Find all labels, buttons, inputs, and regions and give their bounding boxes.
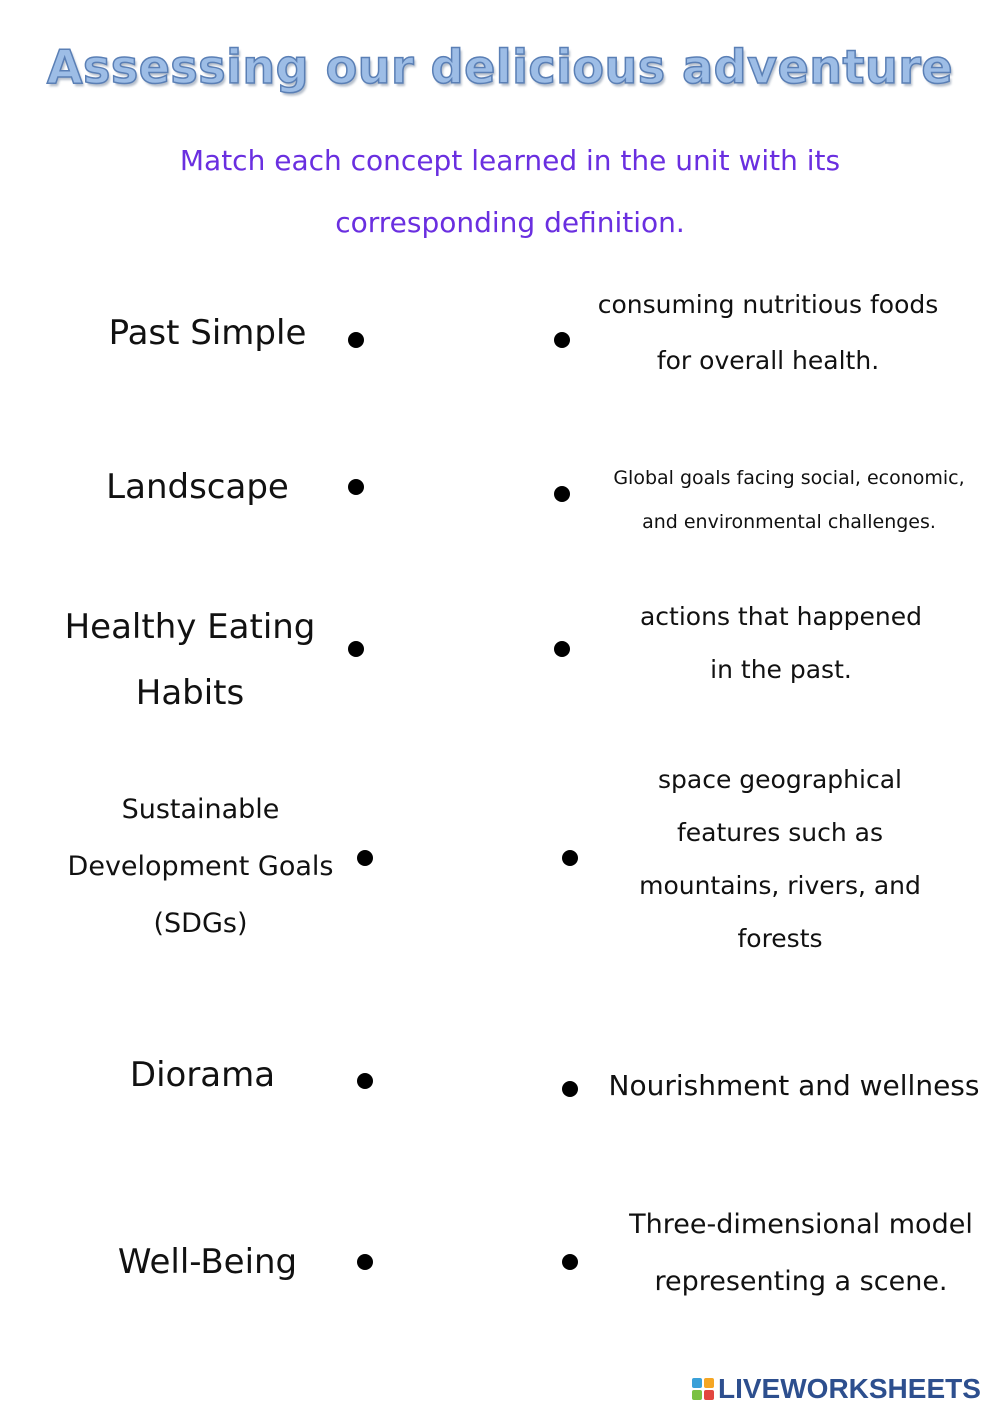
definition-line: Three-dimensional model — [629, 1209, 973, 1240]
definition-line: for overall health. — [656, 346, 880, 375]
left-match-dot[interactable] — [357, 850, 373, 866]
term-line: Well-Being — [117, 1242, 298, 1282]
definition-nutritious-foods — [578, 277, 958, 389]
instruction-text — [140, 130, 880, 254]
instruction-line-2: corresponding definition. — [335, 206, 685, 239]
liveworksheets-logo — [692, 1374, 981, 1404]
right-match-dot[interactable] — [554, 641, 570, 657]
term-well-being — [100, 1237, 315, 1287]
right-match-dot[interactable] — [562, 1254, 578, 1270]
definition-line: Nourishment and wellness — [608, 1069, 980, 1102]
term-sdgs — [58, 781, 343, 952]
term-healthy-eating-habits — [60, 594, 320, 726]
logo-square — [704, 1378, 714, 1388]
logo-square — [704, 1390, 714, 1400]
logo-text: LIVEWORKSHEETS — [718, 1373, 981, 1404]
definition-line: forests — [737, 924, 823, 953]
left-match-dot[interactable] — [348, 641, 364, 657]
definition-line: mountains, rivers, and — [639, 871, 921, 900]
definition-past-actions — [600, 590, 962, 696]
term-line: Development Goals — [67, 851, 334, 882]
term-line: Landscape — [106, 467, 289, 507]
logo-square — [692, 1378, 702, 1388]
right-match-dot[interactable] — [562, 850, 578, 866]
term-past-simple — [95, 308, 320, 358]
worksheet-title: Assessing our delicious adventure — [46, 40, 954, 94]
liveworksheets-icon — [692, 1378, 714, 1400]
instruction-line-1: Match each concept learned in the unit with its — [179, 144, 841, 177]
term-line: Healthy Eating — [64, 607, 316, 647]
term-landscape — [90, 462, 305, 512]
definition-line: actions that happened — [639, 602, 923, 631]
definition-diorama — [620, 1196, 982, 1310]
term-line: Past Simple — [108, 313, 307, 353]
term-line: Sustainable — [121, 794, 280, 825]
right-match-dot[interactable] — [554, 486, 570, 502]
definition-line: consuming nutritious foods — [597, 290, 939, 319]
term-line: Habits — [135, 673, 245, 713]
definition-line: in the past. — [710, 655, 852, 684]
definition-line: space geographical — [658, 765, 902, 794]
term-line: (SDGs) — [153, 908, 248, 939]
definition-line: and environmental challenges. — [642, 511, 936, 533]
right-match-dot[interactable] — [562, 1081, 578, 1097]
term-line: Diorama — [129, 1055, 276, 1095]
logo-square — [692, 1390, 702, 1400]
left-match-dot[interactable] — [357, 1073, 373, 1089]
term-diorama — [110, 1050, 295, 1100]
definition-landscape — [610, 753, 950, 965]
definition-nourishment — [605, 1060, 983, 1112]
definition-line: representing a scene. — [654, 1266, 948, 1297]
definition-line: features such as — [677, 818, 883, 847]
definition-line: Global goals facing social, economic, — [613, 467, 965, 489]
left-match-dot[interactable] — [357, 1254, 373, 1270]
definition-global-goals — [590, 456, 988, 544]
right-match-dot[interactable] — [554, 332, 570, 348]
left-match-dot[interactable] — [348, 479, 364, 495]
left-match-dot[interactable] — [348, 332, 364, 348]
